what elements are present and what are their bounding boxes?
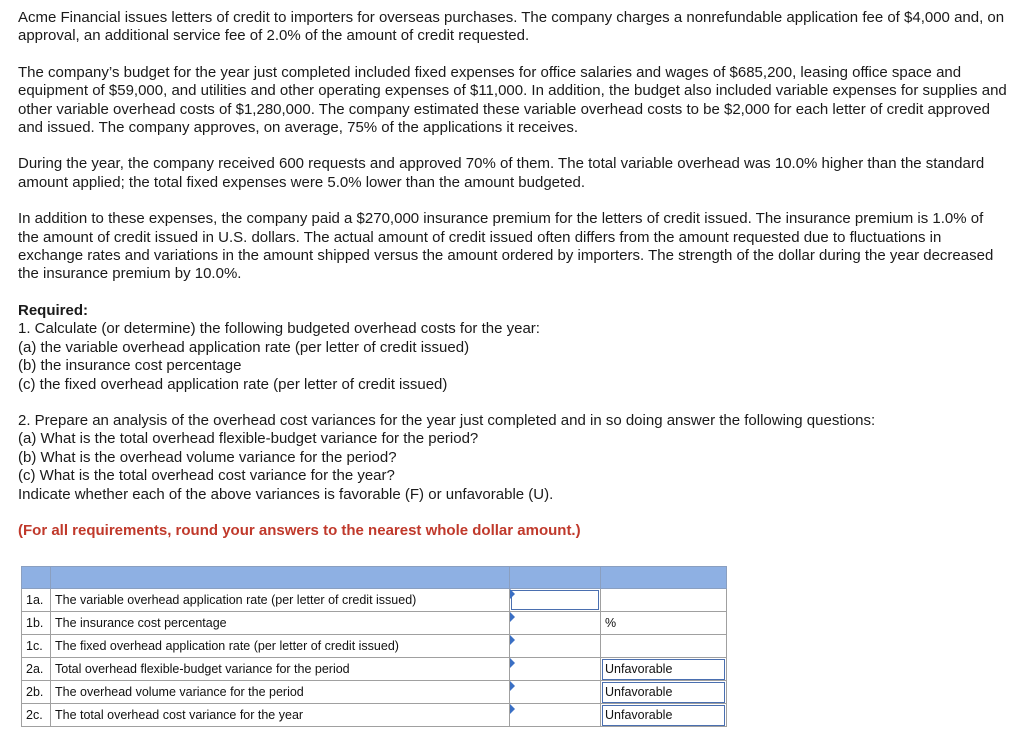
variance-select-2c[interactable]: Unfavorable [602,705,725,726]
req2-a: (a) What is the total overhead flexible-budget variance for the period? [18,430,479,448]
req2-indicate: Indicate whether each of the above variances is favorable (F) or unfavorable (U). [18,485,554,503]
rounding-note: (For all requirements, round your answers to the nearest whole dollar amount.) [18,521,581,539]
row-description: The insurance cost percentage [51,612,510,635]
paragraph-actual: During the year, the company received 600 requests and approved 70% of them. The total variable overhead was 10.0% higher than the standard amount applied; the total fixed expenses were 5.0% lower than the amount budgeted. [18,155,985,191]
answer-input-2a[interactable] [510,658,601,681]
answer-input-2b[interactable] [510,681,601,704]
answer-input-1b[interactable] [510,612,601,635]
row-number: 1b. [22,612,51,635]
table-row [22,635,727,658]
table-row [22,612,727,635]
answer-table [21,566,727,727]
row-number: 2a. [22,658,51,681]
required-title: Required: [18,301,89,319]
variance-select-2b[interactable]: Unfavorable [602,682,725,703]
table-row [22,681,727,704]
req2-c: (c) What is the total overhead cost variance for the year? [18,467,395,485]
row-number: 2c. [22,704,51,727]
unit-cell [601,635,727,658]
problem-text [18,9,1008,540]
row-description: Total overhead flexible-budget variance for the period [51,658,510,681]
answer-input-2c[interactable] [510,704,601,727]
table-header-row [22,567,727,589]
req1-a: (a) the variable overhead application rate (per letter of credit issued) [18,338,470,356]
row-number: 2b. [22,681,51,704]
unit-cell: % [601,612,727,635]
row-description: The fixed overhead application rate (per letter of credit issued) [51,635,510,658]
table-row [22,704,727,727]
row-number: 1c. [22,635,51,658]
paragraph-intro: Acme Financial issues letters of credit to importers for overseas purchases. The company charges a nonrefundable application fee of $4,000 and, on approval, an additional service fee of 2.0% of the amount of credit requested. [18,9,1005,45]
unit-cell [601,589,727,612]
req1-heading: 1. Calculate (or determine) the following budgeted overhead costs for the year: [18,320,540,338]
row-description: The total overhead cost variance for the year [51,704,510,727]
row-description: The variable overhead application rate (per letter of credit issued) [51,589,510,612]
table-row [22,658,727,681]
req2-heading: 2. Prepare an analysis of the overhead cost variances for the year just completed and in so doing answer the following questions: [18,411,876,429]
row-number: 1a. [22,589,51,612]
row-description: The overhead volume variance for the period [51,681,510,704]
req1-c: (c) the fixed overhead application rate (per letter of credit issued) [18,375,448,393]
paragraph-insurance: In addition to these expenses, the company paid a $270,000 insurance premium for the letters of credit issued. The insurance premium is 1.0% of the amount of credit issued in U.S. dollars. The actual amount of credit issued often differs from the amount requested due to fluctuations in exchange rates and variations in the amount shipped versus the amount ordered by importers. The strength of the dollar during the year decreased the insurance premium by 10.0%. [18,210,994,283]
answer-input-1c[interactable] [510,635,601,658]
table-row [22,589,727,612]
req1-b: (b) the insurance cost percentage [18,357,242,375]
answer-input-1a[interactable] [510,589,601,612]
required-section [18,302,1008,540]
req2-b: (b) What is the overhead volume variance for the period? [18,448,397,466]
variance-select-2a[interactable]: Unfavorable [602,659,725,680]
paragraph-budget: The company’s budget for the year just completed included fixed expenses for office salaries and wages of $685,200, leasing office space and equipment of $59,000, and utilities and other operating expenses of $11,000. In addition, the budget also included variable expenses for supplies and other variable overhead costs of $1,280,000. The company estimated these variable overhead costs to be $2,000 for each letter of credit approved and issued. The company approves, on average, 75% of the applications it receives. [18,63,1007,137]
